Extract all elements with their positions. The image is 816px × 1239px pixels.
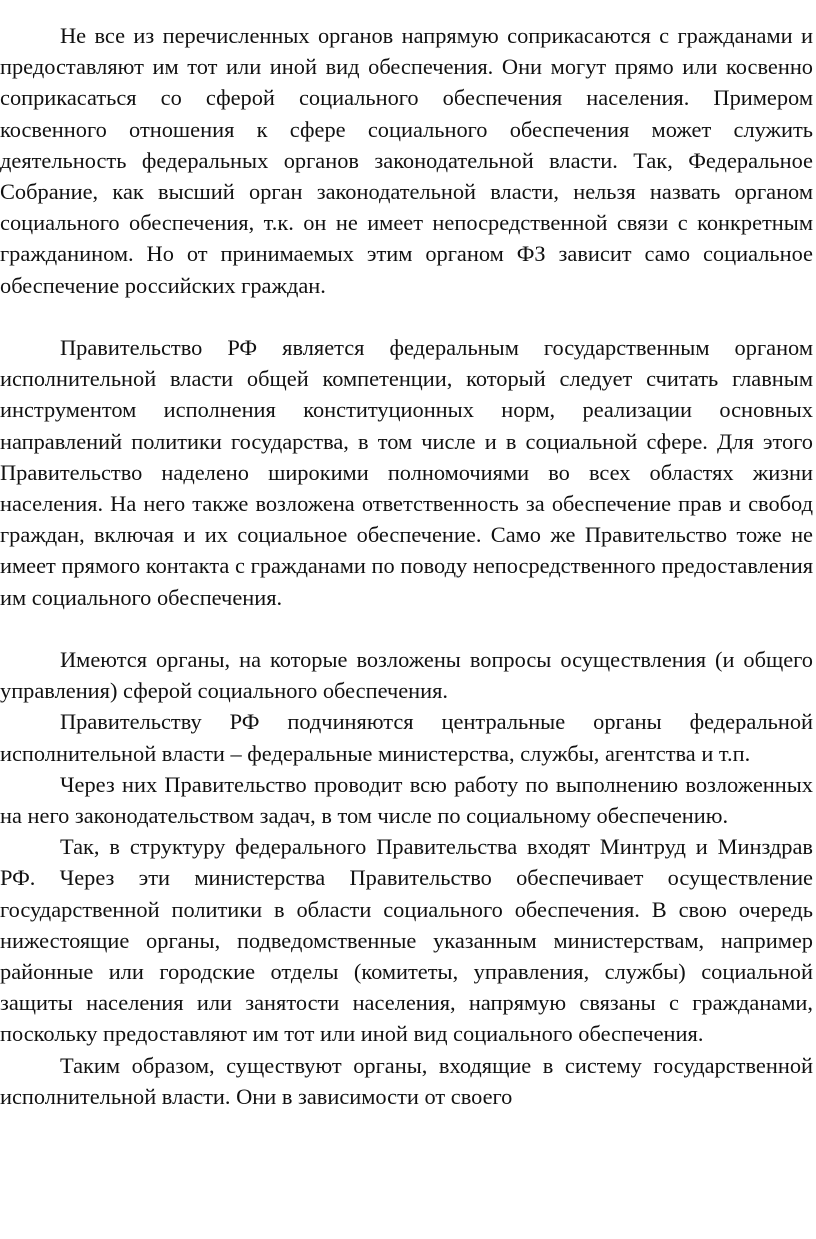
paragraph-ministries: Правительству РФ подчиняются центральные органы федеральной исполнительной власти – федеральные министерства, службы, агентства и т.п. <box>0 709 813 766</box>
paragraph-indirect-relation: Не все из перечисленных органов напрямую соприкасаются с гражданами и предоставляют им тот или иной вид обеспечения. Они могут прямо или косвенно соприкасаться со сферой социального обеспечения населения. Примером косвенного отношения к сфере социального обеспечения может служить деятельность федеральных органов законодательной власти. Так, Федеральное Собрание, как высший орган законодательной власти, нельзя назвать органом социального обеспечения, т.к. он не имеет непосредственной связи с конкретным гражданином. Но от принимаемых этим органом ФЗ зависит само социальное обеспечение российских граждан. <box>0 23 813 298</box>
paragraph-through-them: Через них Правительство проводит всю работу по выполнению возложенных на него законодательством задач, в том числе по социальному обеспечению. <box>0 771 813 829</box>
document-page <box>0 20 813 1112</box>
paragraph-bodies: Имеются органы, на которые возложены вопросы осуществления (и общего управления) сферой социального обеспечения. <box>0 647 813 704</box>
paragraph-structure: Так, в структуру федерального Правительства входят Минтруд и Минздрав РФ. Через эти министерства Правительство обеспечивает осуществление государственной политики в области социального обеспечения. В свою очередь нижестоящие органы, подведомственные указанным министерствам, например районные или городские отделы (комитеты, управления, службы) социальной защиты населения или занятости населения, напрямую связаны с гражданами, поскольку предоставляют им тот или иной вид социального обеспечения. <box>0 834 813 1047</box>
paragraph-conclusion: Таким образом, существуют органы, входящие в систему государственной исполнительной власти. Они в зависимости от своего <box>0 1052 813 1109</box>
paragraph-government: Правительство РФ является федеральным государственным органом исполнительной власти общей компетенции, который следует считать главным инструментом исполнения конституционных норм, реализации основных направлений политики государства, в том числе и в социальной сфере. Для этого Правительство наделено широкими полномочиями во всех областях жизни населения. На него также возложена ответственность за обеспечение прав и свобод граждан, включая и их социальное обеспечение. Само же Правительство тоже не имеет прямого контакта с гражданами по поводу непосредственного предоставления им социального обеспечения. <box>0 335 813 610</box>
